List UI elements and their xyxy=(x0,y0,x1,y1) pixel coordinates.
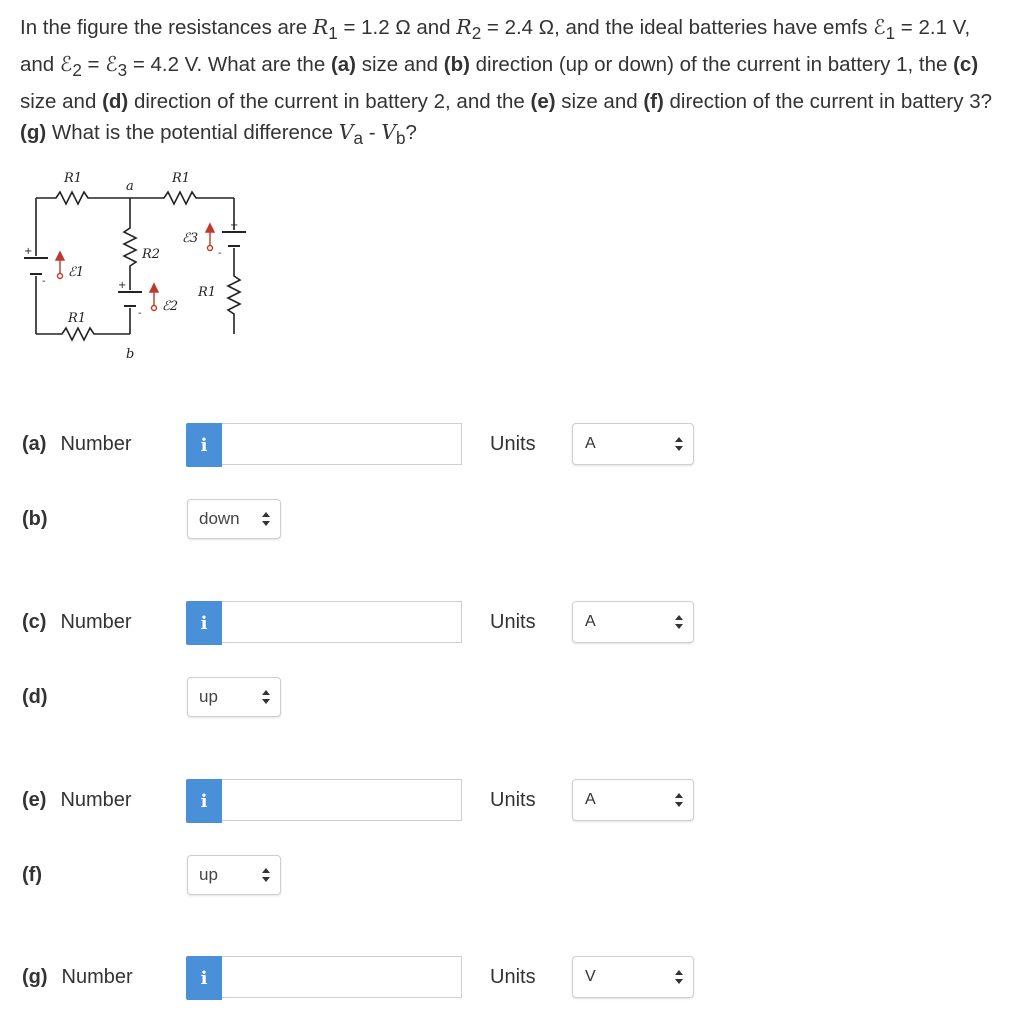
circuit-diagram xyxy=(18,158,258,378)
battery-1-minus: - xyxy=(42,276,46,287)
row-d-label: (d) xyxy=(22,686,48,708)
node-b: b xyxy=(126,347,135,362)
battery-2-plus: + xyxy=(118,280,127,291)
row-f-direction-select[interactable]: up xyxy=(187,855,281,895)
row-f-label: (f) xyxy=(22,864,42,886)
row-a-units-label: Units xyxy=(490,433,536,455)
updown-arrows-icon xyxy=(675,970,683,984)
row-g-units-label: Units xyxy=(490,966,536,988)
row-e-unit-select[interactable]: A xyxy=(572,779,694,821)
row-c-unit-select[interactable]: A xyxy=(572,601,694,643)
row-c-label: (c) Number xyxy=(22,611,132,633)
updown-arrows-icon xyxy=(262,690,270,704)
updown-arrows-icon xyxy=(675,615,683,629)
row-a-unit-select[interactable]: A xyxy=(572,423,694,465)
row-g-number-input[interactable] xyxy=(222,956,462,998)
battery-1-plus: + xyxy=(24,246,33,257)
row-a-number-input[interactable] xyxy=(222,423,462,465)
label-emf-2: ℰ2 xyxy=(162,299,179,314)
row-b-direction-select[interactable]: down xyxy=(187,499,281,539)
row-c-info-button[interactable]: i xyxy=(186,601,222,645)
row-g-info-button[interactable]: i xyxy=(186,956,222,1000)
row-d-direction-select[interactable]: up xyxy=(187,677,281,717)
row-e-info-button[interactable]: i xyxy=(186,779,222,823)
battery-2-minus: - xyxy=(138,308,142,319)
battery-3-plus: + xyxy=(230,220,239,231)
row-b-label: (b) xyxy=(22,508,48,530)
row-g-label: (g) Number xyxy=(22,966,133,988)
label-r2: R2 xyxy=(142,247,161,262)
updown-arrows-icon xyxy=(262,868,270,882)
row-e-units-label: Units xyxy=(490,789,536,811)
label-emf-1: ℰ1 xyxy=(68,265,85,280)
row-a-label: (a) Number xyxy=(22,433,132,455)
updown-arrows-icon xyxy=(675,793,683,807)
row-e-number-input[interactable] xyxy=(222,779,462,821)
question-text: In the figure the resistances are $R_1 = 1.2$ Ω and $R_2 = 2.4$ Ω, and the ideal batteries have emfs ℰ$_1$ = 2.1 V, and ℰ$_2$ = ℰ$_3$ = 4.2 V. What are the (a) size and (b) direction (up or down) of the current in battery 1, the (c) size and (d) direction of the current in battery 2, and the (e) size and (f) direction of the current in battery 3? (g) What is the potential difference $V_a - V_b$? xyxy=(20,15,992,149)
row-c-units-label: Units xyxy=(490,611,536,633)
row-e-label: (e) Number xyxy=(22,789,132,811)
node-a: a xyxy=(126,179,134,194)
row-g-unit-select[interactable]: V xyxy=(572,956,694,998)
row-c-number-input[interactable] xyxy=(222,601,462,643)
label-r1-top-left: R1 xyxy=(64,171,83,186)
battery-3-minus: - xyxy=(218,248,222,259)
label-emf-3: ℰ3 xyxy=(182,231,199,246)
label-r1-top-right: R1 xyxy=(172,171,191,186)
row-a-info-button[interactable]: i xyxy=(186,423,222,467)
updown-arrows-icon xyxy=(262,512,270,526)
updown-arrows-icon xyxy=(675,437,683,451)
label-r1-bottom: R1 xyxy=(68,311,87,326)
label-r1-right: R1 xyxy=(198,285,217,300)
